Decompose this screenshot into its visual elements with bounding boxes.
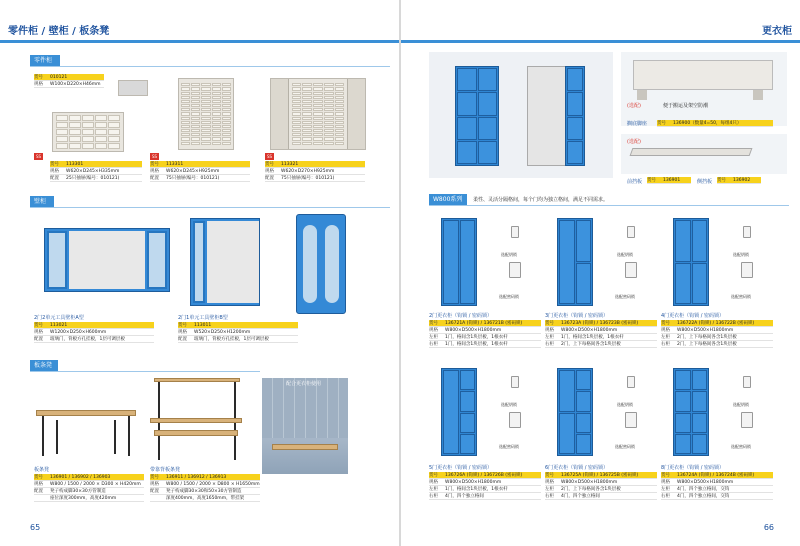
locker-6-door-image bbox=[557, 368, 593, 456]
locker-title: 4门更衣柜（钩锁 / 密码锁） bbox=[661, 313, 725, 319]
bench-image bbox=[36, 410, 136, 456]
right-page bbox=[401, 0, 800, 546]
wall-spec-b: 货号 113011 规格 W520×D250×H1200mm 配置 玻璃门，背板方孔挂板，1层可调层板 bbox=[178, 322, 298, 343]
section-tag-wall: 壁柜 bbox=[30, 196, 54, 207]
locker-spec: 货号 136724A (钩锁) / 136724B (密码锁) 规格 W800×D500×H1800mm 左柜 4门，四个独立格间，交钩 右柜 4门，四个独立格间，交钩 bbox=[661, 472, 773, 500]
section-tag-bench: 板条凳 bbox=[30, 360, 58, 371]
wall-cabinet-b-image bbox=[190, 218, 260, 306]
bench-caption: 板条凳 bbox=[34, 467, 50, 473]
locker-5-door-image bbox=[441, 368, 477, 456]
locker-3-door-image bbox=[557, 218, 593, 306]
option-feet-spec: 货号 136900（数量4=50，每组4只） bbox=[657, 120, 773, 127]
side-panel-spec: 货号 136902 bbox=[717, 177, 761, 184]
section-rule bbox=[30, 371, 260, 372]
locker-title: 5门更衣柜（钩锁 / 密码锁） bbox=[429, 465, 493, 471]
parts-spec-3: 货号 113321 规格 W620×D270×H925mm 配置 75只抽屉(编号：010121) bbox=[265, 161, 365, 182]
option-feet-caption: 搁底脚座 bbox=[627, 121, 648, 127]
locker-8-door-image bbox=[673, 368, 709, 456]
page-number: 66 bbox=[763, 523, 774, 532]
wall-cabinet-c-image bbox=[296, 214, 346, 314]
locker-spec: 货号 136721A (钩锁) / 136721B (密码锁) 规格 W800×D500×H1800mm 左柜 1门，格间含1块层板，1根衣杆 右柜 1门，格间含1块层板，1根衣杆 bbox=[429, 320, 541, 348]
parts-cabinet-75-image bbox=[178, 78, 234, 150]
locker-spec: 货号 136726A (钩锁) / 136726B (密码锁) 规格 W800×D500×H1800mm 左柜 1门，格间含1块层板，1根衣杆 右柜 4门，四个独立格间 bbox=[429, 472, 541, 500]
wall-spec-a: 货号 113021 规格 W1200×D250×H600mm 配置 玻璃门，背板方孔挂板，1层可调层板 bbox=[34, 322, 154, 343]
title-rule bbox=[0, 40, 399, 43]
key-lock-label: 选配钥锁 bbox=[617, 252, 633, 257]
key-lock-label: 选配钥锁 bbox=[501, 252, 517, 257]
code-lock-icon bbox=[741, 412, 753, 428]
key-lock-icon bbox=[511, 226, 519, 238]
locker-spec: 货号 136725A (钩锁) / 136725B (密码锁) 规格 W800×D500×H1800mm 左柜 2门，上下每格间各含1块层板 右柜 4门，四个独立格间 bbox=[545, 472, 657, 500]
key-lock-icon bbox=[743, 376, 751, 388]
parts-cabinet-25-image bbox=[52, 112, 124, 152]
locker-hero-photo bbox=[429, 52, 613, 178]
key-lock-icon bbox=[511, 376, 519, 388]
locker-spec: 货号 136722A (钩锁) / 136722B (密码锁) 规格 W800×D500×H1800mm 左柜 2门，上下每格间各含1块层板 右柜 2门，上下每格间各含1块层板 bbox=[661, 320, 773, 348]
locker-4-door-image bbox=[673, 218, 709, 306]
code-lock-label: 选配密码锁 bbox=[731, 444, 751, 449]
section-tag-parts: 零件柜 bbox=[30, 55, 60, 66]
locker-spec: 货号 136723A (钩锁) / 136723B (密码锁) 规格 W800×D500×H1800mm 左柜 1门，格间含1块层板，1根衣杆 右柜 2门，上下每格间各含1块层板 bbox=[545, 320, 657, 348]
code-lock-label: 选配密码锁 bbox=[615, 444, 635, 449]
option-feet-box bbox=[621, 52, 787, 126]
wall-cabinet-a-image bbox=[44, 228, 170, 292]
code-lock-icon bbox=[509, 412, 521, 428]
bench-room-photo bbox=[262, 378, 348, 474]
option-tag: (选配) bbox=[627, 103, 641, 109]
option-feet-text: 便于搬运及架空防潮 bbox=[663, 103, 709, 109]
front-panel-caption: 前挡板 bbox=[627, 179, 643, 185]
wall-caption-b: 2门1单元工具壁柜B型 bbox=[178, 315, 228, 321]
option-tag: (选配) bbox=[627, 139, 641, 145]
series-tag: W800系列 bbox=[429, 194, 467, 205]
code-lock-icon bbox=[625, 412, 637, 428]
code-lock-icon bbox=[625, 262, 637, 278]
code-lock-label: 选配密码锁 bbox=[499, 444, 519, 449]
key-lock-label: 选配钥锁 bbox=[501, 402, 517, 407]
wall-caption-a: 2门2单元工具壁柜A型 bbox=[34, 315, 84, 321]
right-page-title: 更衣柜 bbox=[762, 26, 792, 37]
key-lock-label: 选配钥锁 bbox=[733, 402, 749, 407]
series-description: 柔性、灵活分隔格间，每个门均为独立格间，满足不同需求。 bbox=[473, 197, 609, 203]
ss-badge: SS bbox=[151, 154, 158, 159]
backrest-bench-spec: 货号 136911 / 136912 / 136913 规格 W800 / 1500 / 2000 × D800 × H1650mm 配置 凳子构成脚30×30和50×30方管制造 深度400mm，高度1650mm，带挂架 bbox=[150, 475, 260, 501]
parts-spec-2: 货号 113311 规格 W620×D245×H925mm 配置 75只抽屉(编号：010121) bbox=[150, 161, 250, 182]
parts-cabinet-doors-image bbox=[270, 78, 366, 150]
parts-spec-1: 货号 113301 规格 W620×D245×H335mm 配置 25只抽屉(编号：010121) bbox=[50, 161, 142, 182]
ss-badge: SS bbox=[35, 154, 42, 159]
bench-spec: 货号 136901 / 136902 / 136903 规格 W800 / 1500 / 2000 × D300 × H420mm 配置 凳子构成脚30×30方管制造 座位深度300mm，高度420mm bbox=[34, 474, 144, 502]
code-lock-label: 选配密码锁 bbox=[615, 294, 635, 299]
code-lock-icon bbox=[509, 262, 521, 278]
backrest-bench-caption: 带靠背板条凳 bbox=[150, 467, 181, 473]
page-number: 65 bbox=[30, 523, 41, 532]
left-page bbox=[0, 0, 399, 546]
section-rule bbox=[30, 66, 390, 67]
section-rule bbox=[30, 207, 390, 208]
side-panel-caption: 侧挡板 bbox=[697, 179, 713, 185]
code-lock-label: 选配密码锁 bbox=[499, 294, 519, 299]
title-rule bbox=[401, 40, 800, 43]
code-lock-icon bbox=[741, 262, 753, 278]
bench-photo-caption: 配合更衣柜使用 bbox=[286, 381, 322, 387]
single-drawer-image bbox=[118, 80, 148, 96]
key-lock-label: 选配钥锁 bbox=[617, 402, 633, 407]
locker-title: 6门更衣柜（钩锁 / 密码锁） bbox=[545, 465, 609, 471]
key-lock-icon bbox=[743, 226, 751, 238]
locker-title: 8门更衣柜（钩锁 / 密码锁） bbox=[661, 465, 725, 471]
key-lock-icon bbox=[627, 226, 635, 238]
locker-title: 3门更衣柜（钩锁 / 密码锁） bbox=[545, 313, 609, 319]
left-page-title: 零件柜 / 壁柜 / 板条凳 bbox=[8, 26, 110, 37]
key-lock-label: 选配钥锁 bbox=[733, 252, 749, 257]
ss-badge: SS bbox=[266, 154, 273, 159]
code-lock-label: 选配密码锁 bbox=[731, 294, 751, 299]
locker-title: 2门更衣柜（钩锁 / 密码锁） bbox=[429, 313, 493, 319]
option-panel-box bbox=[621, 134, 787, 174]
front-panel-spec: 货号 136901 bbox=[647, 177, 691, 184]
backrest-bench-image bbox=[150, 378, 242, 462]
locker-2-door-image bbox=[441, 218, 477, 306]
parts-top-spec: 货号 010121 规格 W100×D220×H46mm bbox=[34, 74, 104, 88]
section-rule bbox=[429, 205, 789, 206]
key-lock-icon bbox=[627, 376, 635, 388]
